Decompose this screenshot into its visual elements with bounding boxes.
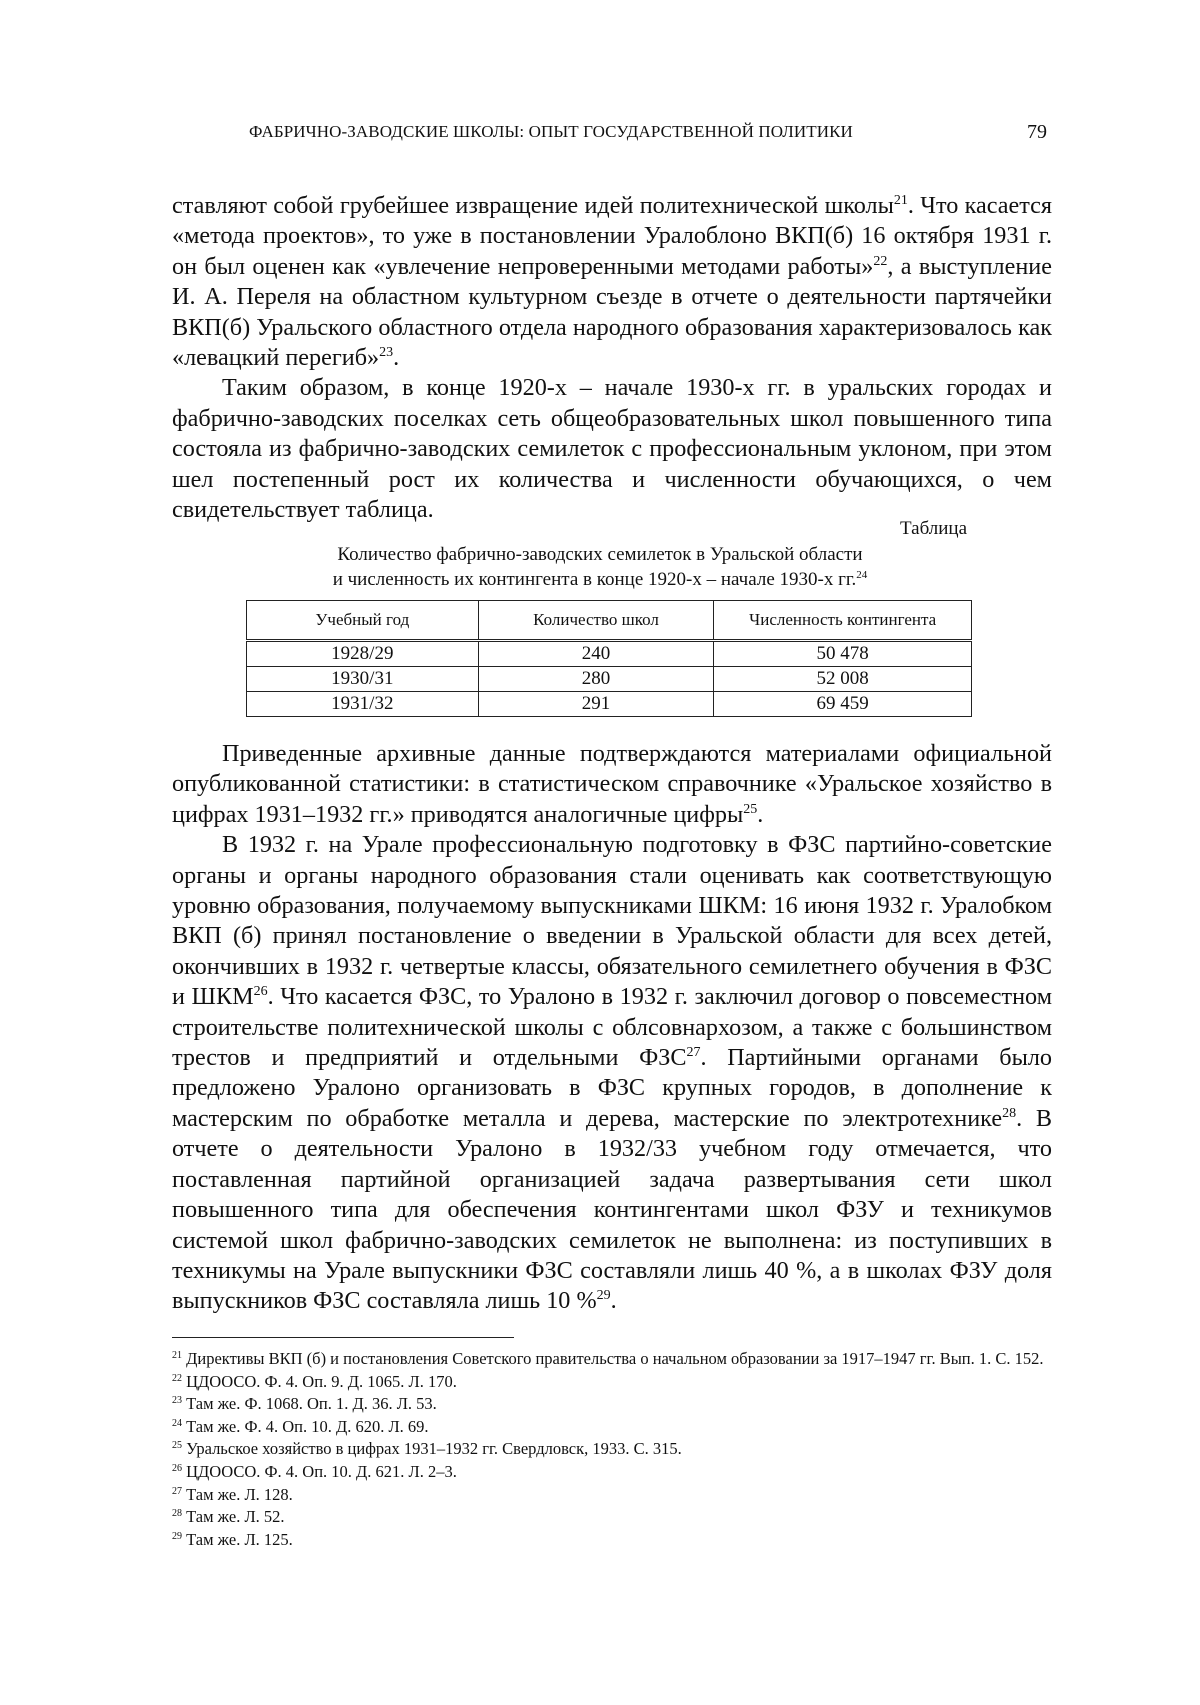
cell-enrollment: 52 008 [714, 667, 972, 692]
footnote: 28 Там же. Л. 52. [172, 1506, 1052, 1529]
document-page [0, 0, 1200, 1705]
cell-schools: 280 [478, 667, 714, 692]
body-text-upper [172, 191, 1052, 525]
footnote: 22 ЦДООСО. Ф. 4. Оп. 9. Д. 1065. Л. 170. [172, 1371, 1052, 1394]
table-header-row [247, 601, 972, 641]
footnote: 21 Директивы ВКП (б) и постановления Советского правительства о начальном образовании за 1917–1947 гг. Вып. 1. С. 152. [172, 1348, 1052, 1371]
paragraph-1: ставляют собой грубейшее извращение идей политехнической школы21. Что касается «метода проектов», то уже в постановлении Уралоблоно ВКП(б) 16 октября 1931 г. он был оценен как «увлечение непроверенными методами работы»22, а выступление И. А. Переля на областном культурном съезде в отчете о деятельности партячейки ВКП(б) Уральского областного отдела народного образования характеризовалось как «левацкий перегиб»23. [172, 191, 1052, 373]
table-row [247, 641, 972, 667]
footnote-ref-29[interactable]: 29 [597, 1288, 611, 1303]
column-header-year: Учебный год [247, 601, 479, 641]
footnote: 29 Там же. Л. 125. [172, 1529, 1052, 1552]
footnote-ref-28[interactable]: 28 [1002, 1106, 1016, 1121]
footnote: 23 Там же. Ф. 1068. Оп. 1. Д. 36. Л. 53. [172, 1393, 1052, 1416]
column-header-enrollment: Численность контингента [714, 601, 972, 641]
footnote: 27 Там же. Л. 128. [172, 1484, 1052, 1507]
cell-enrollment: 50 478 [714, 641, 972, 667]
paragraph-4: В 1932 г. на Урале профессиональную подготовку в ФЗС партийно-советские органы и органы народного образования стали оценивать как соответствующую уровню образования, получаемому выпускниками ШКМ: 16 июня 1932 г. Уралобком ВКП (б) принял постановление о введении в Уральской области для всех детей, окончивших в 1932 г. четвертые классы, обязательного семилетнего обучения в ФЗС и ШКМ26. Что касается ФЗС, то Уралоно в 1932 г. заключил договор о повсеместном строительстве политехнической школы с облсовнархозом, а также с большинством трестов и предприятий и отдельными ФЗС27. Партийными органами было предложено Уралоно организовать в ФЗС крупных городов, в дополнение к мастерским по обработке металла и дерева, мастерские по электротехнике28. В отчете о деятельности Уралоно в 1932/33 учебном году отмечается, что поставленная партийной организацией задача развертывания сети школ повышенного типа для обеспечения контингентами школ ФЗУ и техникумов системой школ фабрично-заводских семилеток не выполнена: из поступивших в техникумы на Урале выпускники ФЗС составляли лишь 40 %, а в школах ФЗУ доля выпускников ФЗС составляла лишь 10 %29. [172, 830, 1052, 1317]
data-table [246, 600, 972, 717]
cell-year: 1928/29 [247, 641, 479, 667]
footnote-ref-22[interactable]: 22 [873, 254, 887, 269]
table-row [247, 667, 972, 692]
footnotes [172, 1348, 1052, 1551]
table-caption: Количество фабрично-заводских семилеток в Уральской области и численность их контингента в конце 1920-х – начале 1930-х гг.24 [230, 542, 970, 592]
cell-year: 1930/31 [247, 667, 479, 692]
paragraph-3: Приведенные архивные данные подтверждаются материалами официальной опубликованной статистики: в статистическом справочнике «Уральское хозяйство в цифрах 1931–1932 гг.» приводятся аналогичные цифры25. [172, 739, 1052, 830]
table-label: Таблица [900, 518, 967, 540]
footnote: 26 ЦДООСО. Ф. 4. Оп. 10. Д. 621. Л. 2–3. [172, 1461, 1052, 1484]
cell-year: 1931/32 [247, 692, 479, 717]
column-header-schools: Количество школ [478, 601, 714, 641]
cell-schools: 291 [478, 692, 714, 717]
footnote-divider [172, 1337, 514, 1338]
table-row [247, 692, 972, 717]
running-title: ФАБРИЧНО-ЗАВОДСКИЕ ШКОЛЫ: ОПЫТ ГОСУДАРСТВЕННОЙ ПОЛИТИКИ [249, 122, 1049, 142]
body-text-lower [172, 739, 1052, 1317]
footnote-ref-25[interactable]: 25 [743, 802, 757, 817]
footnote-ref-27[interactable]: 27 [686, 1045, 700, 1060]
page-number: 79 [1027, 121, 1047, 144]
cell-enrollment: 69 459 [714, 692, 972, 717]
footnote: 24 Там же. Ф. 4. Оп. 10. Д. 620. Л. 69. [172, 1416, 1052, 1439]
footnote-ref-23[interactable]: 23 [379, 345, 393, 360]
footnote-ref-24[interactable]: 24 [856, 569, 867, 581]
cell-schools: 240 [478, 641, 714, 667]
footnote: 25 Уральское хозяйство в цифрах 1931–1932 гг. Свердловск, 1933. С. 315. [172, 1438, 1052, 1461]
paragraph-2: Таким образом, в конце 1920-х – начале 1930-х гг. в уральских городах и фабрично-заводских поселках сеть общеобразовательных школ повышенного типа состояла из фабрично-заводских семилеток с профессиональным уклоном, при этом шел постепенный рост их количества и численности обучающихся, о чем свидетельствует таблица. [172, 373, 1052, 525]
footnote-ref-21[interactable]: 21 [894, 193, 908, 208]
footnote-ref-26[interactable]: 26 [254, 984, 268, 999]
